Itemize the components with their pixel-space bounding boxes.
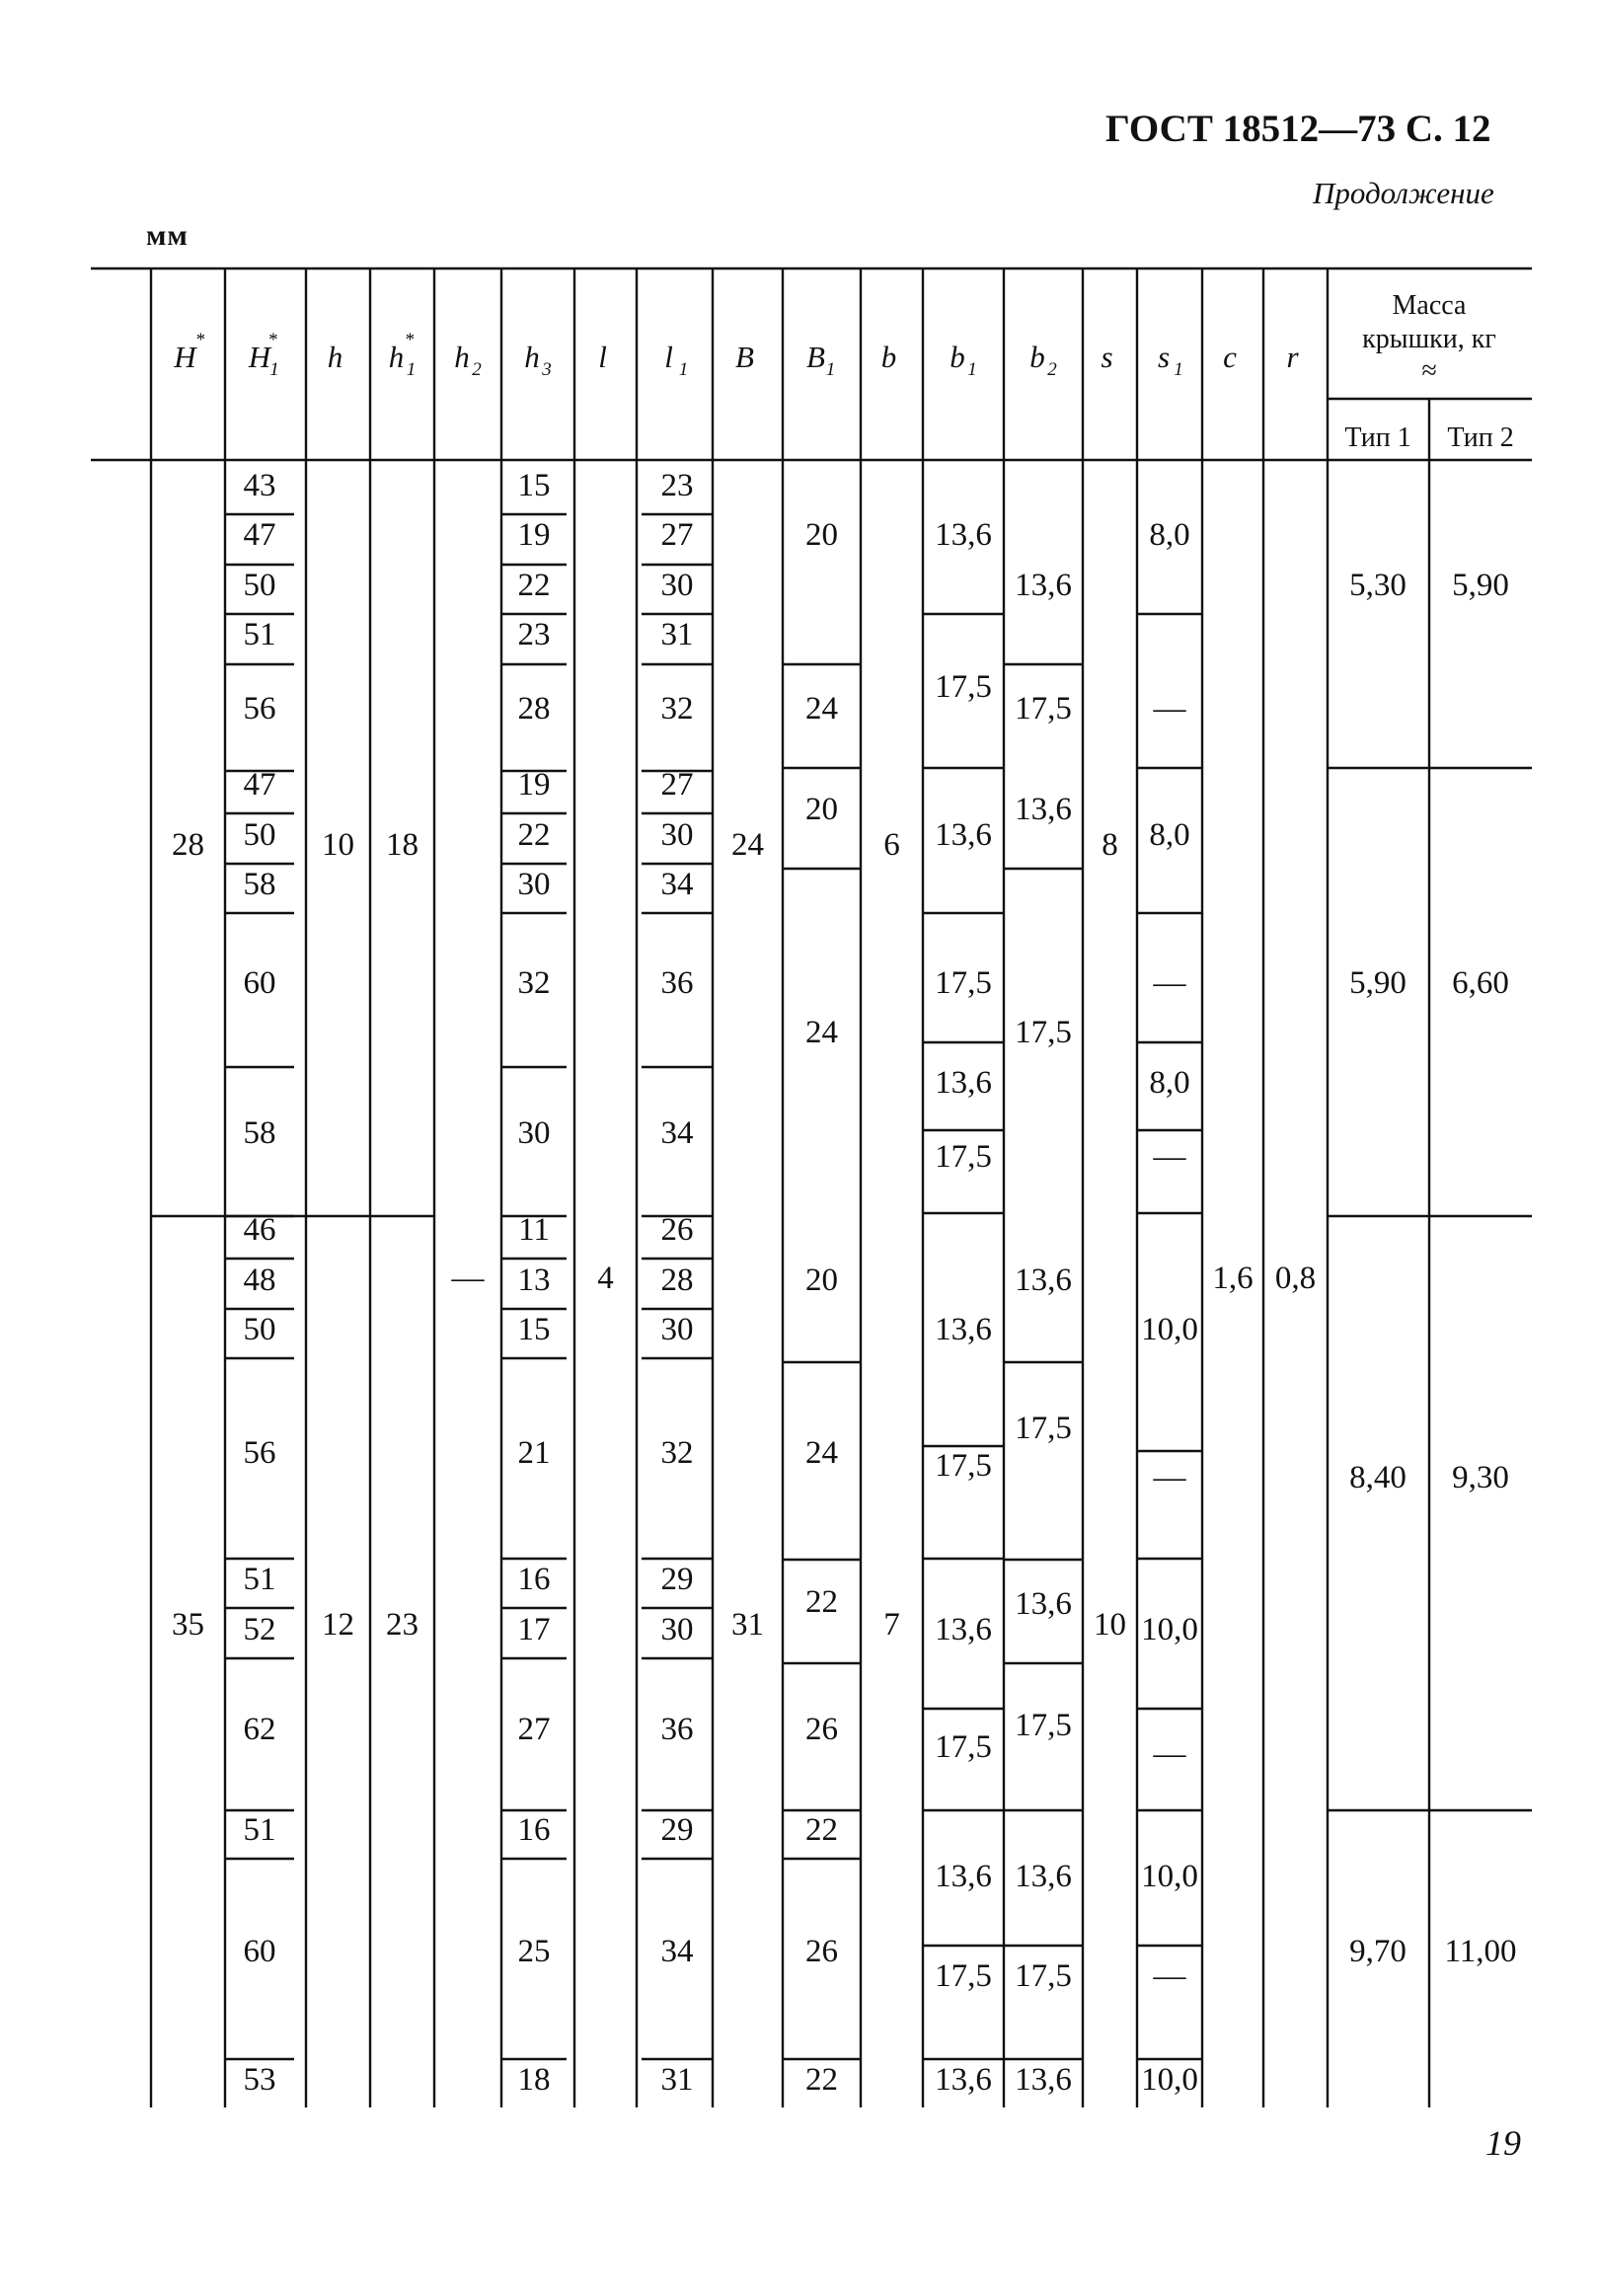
header-b1: b (950, 340, 965, 374)
cell-h3: 27 (517, 1712, 551, 1747)
cell-h3: 15 (517, 1312, 551, 1347)
cell-b1: 17,5 (935, 965, 992, 1001)
cell-H1: 56 (243, 691, 276, 727)
cell-h2: — (451, 1261, 485, 1296)
cell-s1: — (1153, 1460, 1186, 1495)
cell-H1: 50 (243, 817, 276, 853)
mass-header-line-1: Масса (1392, 290, 1467, 321)
header-B: B (735, 340, 754, 374)
header-H: H (174, 340, 196, 374)
cell-h1: 23 (386, 1607, 418, 1643)
header-h2-sub: 2 (472, 359, 482, 380)
header-b1-sub: 1 (967, 359, 977, 380)
cell-mass-type-2: 5,90 (1452, 568, 1509, 603)
cell-l: 4 (597, 1261, 614, 1296)
cell-h3: 17 (517, 1612, 551, 1647)
header-s1: s (1157, 340, 1171, 374)
cell-l1: 30 (660, 817, 694, 853)
cell-l1: 29 (660, 1562, 694, 1597)
cell-H: 28 (172, 827, 204, 863)
cell-s1: 10,0 (1141, 1612, 1198, 1647)
cell-h3: 16 (517, 1812, 551, 1848)
cell-H1: 43 (243, 468, 276, 503)
cell-H1: 51 (243, 617, 276, 652)
header-h3-sub: 3 (542, 359, 552, 380)
cell-l1: 36 (660, 1712, 694, 1747)
cell-h3: 23 (517, 617, 551, 652)
header-b: b (880, 340, 897, 374)
cell-l1: 36 (660, 965, 694, 1001)
header-b2: b (1029, 340, 1045, 374)
cell-H1: 58 (243, 867, 276, 902)
cell-h3: 28 (517, 691, 551, 727)
cell-h3: 19 (517, 517, 551, 553)
header-h2: h (454, 340, 470, 374)
header-B1: B (806, 340, 825, 374)
cell-b2: 17,5 (1015, 691, 1072, 727)
cell-B1: 20 (805, 517, 838, 553)
cell-l1: 30 (660, 1312, 694, 1347)
cell-l1: 32 (660, 1435, 694, 1471)
cell-l1: 26 (660, 1212, 694, 1248)
mass-type-2-header: Тип 2 (1447, 422, 1514, 453)
cell-l1: 32 (660, 691, 694, 727)
cell-s1: — (1153, 1736, 1186, 1772)
cell-l1: 34 (660, 867, 694, 902)
cell-H1: 47 (243, 767, 276, 803)
cell-b2: 17,5 (1015, 1411, 1072, 1446)
cell-b2: 17,5 (1015, 1708, 1072, 1743)
mass-type-1-header: Тип 1 (1344, 422, 1411, 453)
header-s: s (1101, 340, 1113, 374)
cell-B1: 26 (805, 1712, 838, 1747)
cell-b1: 13,6 (935, 517, 992, 553)
cell-H: 35 (172, 1607, 204, 1643)
cell-s1: — (1153, 691, 1186, 727)
cell-h3: 25 (517, 1934, 551, 1969)
header-H1-sup: * (267, 330, 277, 350)
header-l: l (598, 340, 607, 374)
cell-h3: 30 (517, 1115, 551, 1151)
cell-h3: 19 (517, 767, 551, 803)
header-B1-sub: 1 (825, 359, 836, 380)
header-h: h (327, 340, 343, 374)
cell-s1: — (1153, 1139, 1186, 1175)
cell-H1: 60 (243, 1934, 276, 1969)
cell-b: 7 (883, 1607, 900, 1643)
header-h3: h (524, 340, 540, 374)
cell-s1: 8,0 (1149, 1065, 1190, 1101)
cell-b1: 17,5 (935, 1448, 992, 1484)
cell-H1: 53 (243, 2062, 276, 2098)
header-H-sup: * (194, 330, 205, 350)
cell-b1: 17,5 (935, 1958, 992, 1994)
cell-l1: 30 (660, 568, 694, 603)
cell-b2: 13,6 (1015, 2062, 1072, 2098)
cell-b: 6 (883, 827, 900, 863)
cell-s: 8 (1102, 827, 1118, 863)
cell-l1: 28 (660, 1263, 694, 1298)
header-r: r (1286, 340, 1299, 374)
cell-b2: 13,6 (1015, 1586, 1072, 1622)
header-c: c (1223, 340, 1237, 374)
header-h1-sub: 1 (406, 359, 417, 380)
cell-mass-type-1: 9,70 (1349, 1934, 1407, 1969)
cell-H1: 60 (243, 965, 276, 1001)
cell-l1: 27 (660, 517, 694, 553)
cell-B1: 24 (805, 691, 838, 727)
page-number: 19 (1485, 2123, 1521, 2163)
cell-h3: 22 (517, 817, 551, 853)
cell-b1: 17,5 (935, 669, 992, 705)
cell-B: 31 (731, 1607, 764, 1643)
cell-mass-type-1: 5,90 (1349, 965, 1407, 1001)
cell-B1: 24 (805, 1435, 838, 1471)
cell-h3: 16 (517, 1562, 551, 1597)
cell-c: 1,6 (1212, 1261, 1254, 1296)
cell-b2: 13,6 (1015, 1263, 1072, 1298)
cell-r: 0,8 (1274, 1261, 1317, 1296)
cell-b1: 13,6 (935, 1859, 992, 1894)
standard-title: ГОСТ 18512—73 С. 12 (1105, 108, 1491, 150)
cell-b2: 17,5 (1015, 1958, 1072, 1994)
cell-h3: 15 (517, 468, 551, 503)
cell-mass-type-2: 9,30 (1452, 1460, 1509, 1495)
cell-l1: 31 (660, 617, 694, 652)
header-H1-sub: 1 (269, 359, 279, 380)
cell-H1: 58 (243, 1115, 276, 1151)
header-h1-sup: * (404, 330, 415, 350)
cell-s1: 8,0 (1149, 817, 1190, 853)
cell-mass-type-2: 11,00 (1444, 1934, 1517, 1969)
cell-B1: 22 (805, 2062, 838, 2098)
cell-h1: 18 (386, 827, 418, 863)
cell-l1: 27 (660, 767, 694, 803)
cell-b2: 13,6 (1015, 568, 1072, 603)
cell-H1: 46 (243, 1212, 276, 1248)
cell-H1: 52 (243, 1612, 276, 1647)
cell-h3: 32 (517, 965, 551, 1001)
cell-l1: 34 (660, 1934, 694, 1969)
cell-h3: 30 (517, 867, 551, 902)
header-b2-sub: 2 (1047, 359, 1057, 380)
cell-b1: 13,6 (935, 1312, 992, 1347)
cell-h3: 13 (517, 1263, 551, 1298)
header-h1: h (388, 340, 405, 374)
cell-H1: 51 (243, 1812, 276, 1848)
cell-b1: 13,6 (935, 1065, 992, 1101)
header-l1: l (664, 340, 673, 374)
cell-h3: 11 (518, 1212, 550, 1248)
cell-l1: 30 (660, 1612, 694, 1647)
cell-s1: 10,0 (1141, 2062, 1198, 2098)
cell-l1: 31 (660, 2062, 694, 2098)
cell-s1: 10,0 (1141, 1859, 1198, 1894)
cell-h3: 22 (517, 568, 551, 603)
header-H1: H (248, 340, 271, 374)
mass-header-line-3: ≈ (1421, 355, 1437, 386)
cell-B1: 20 (805, 792, 838, 827)
cell-H1: 50 (243, 1312, 276, 1347)
cell-l1: 29 (660, 1812, 694, 1848)
cell-B1: 24 (805, 1015, 838, 1050)
cell-b2: 17,5 (1015, 1015, 1072, 1050)
mass-header-line-2: крышки, кг (1362, 324, 1496, 354)
cell-s1: 8,0 (1149, 517, 1190, 553)
header-s1-sub: 1 (1174, 359, 1183, 380)
cell-B1: 22 (805, 1584, 838, 1620)
cell-h3: 18 (517, 2062, 551, 2098)
cell-b1: 17,5 (935, 1729, 992, 1765)
units-label: мм (146, 219, 189, 252)
cell-h: 12 (322, 1607, 354, 1643)
cell-H1: 47 (243, 517, 276, 553)
cell-B1: 20 (805, 1263, 838, 1298)
cell-b2: 13,6 (1015, 792, 1072, 827)
cell-h3: 21 (517, 1435, 551, 1471)
header-l1-sub: 1 (678, 359, 689, 380)
cell-s1: 10,0 (1141, 1312, 1198, 1347)
cell-mass-type-1: 8,40 (1349, 1460, 1407, 1495)
cell-mass-type-1: 5,30 (1349, 568, 1407, 603)
cell-b1: 13,6 (935, 817, 992, 853)
cell-b2: 13,6 (1015, 1859, 1072, 1894)
cell-H1: 48 (243, 1263, 276, 1298)
cell-l1: 34 (660, 1115, 694, 1151)
cell-s1: — (1153, 965, 1186, 1001)
cell-b1: 17,5 (935, 1139, 992, 1175)
cell-l1: 23 (660, 468, 694, 503)
cell-h: 10 (322, 827, 354, 863)
continuation-label: Продолжение (1313, 176, 1494, 210)
cell-b1: 13,6 (935, 1612, 992, 1647)
cell-b1: 13,6 (935, 2062, 992, 2098)
cell-H1: 62 (243, 1712, 276, 1747)
cell-B1: 26 (805, 1934, 838, 1969)
cell-mass-type-2: 6,60 (1452, 965, 1509, 1001)
cell-B: 24 (731, 827, 764, 863)
cell-s: 10 (1094, 1607, 1126, 1643)
cell-s1: — (1153, 1958, 1186, 1994)
cell-B1: 22 (805, 1812, 838, 1848)
cell-H1: 51 (243, 1562, 276, 1597)
cell-H1: 50 (243, 568, 276, 603)
cell-H1: 56 (243, 1435, 276, 1471)
